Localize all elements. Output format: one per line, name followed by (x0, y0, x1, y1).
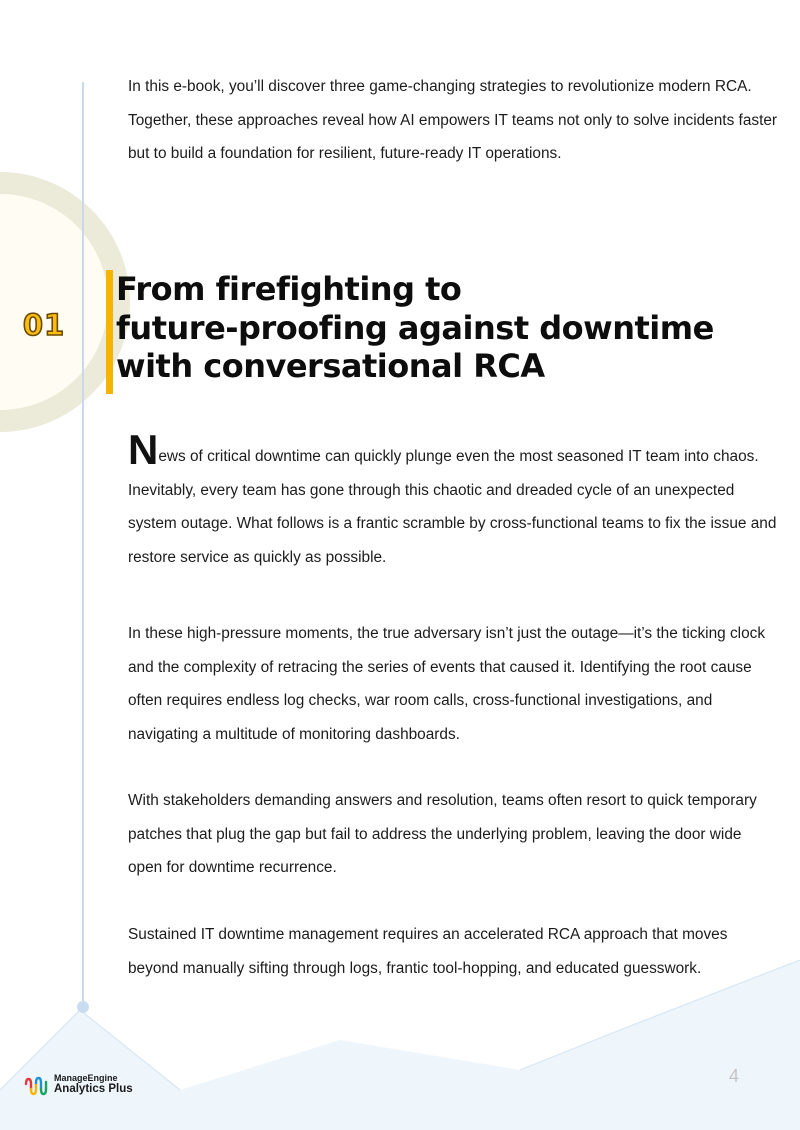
section-title (116, 270, 766, 386)
section-number: 01 (22, 308, 66, 342)
background-wave (0, 960, 800, 1130)
section-title-line-2: future-proofing against downtime (116, 308, 714, 347)
section-accent-bar (106, 270, 113, 394)
stakeholders-paragraph: With stakeholders demanding answers and resolution, teams often resort to quick temporary patches that plug the gap but fail to address the underlying problem, leaving the door wide open for downtime recurrence. (128, 792, 757, 877)
analytics-plus-logo-icon (24, 1076, 50, 1096)
intro-paragraph: In this e-book, you’ll discover three game-changing strategies to revolutionize modern RCA. Together, these approaches reveal how AI empowers IT teams not only to solve incidents faster but to build a foundation for resilient, future-ready IT operations. (128, 78, 778, 163)
drop-cap: N (128, 426, 159, 473)
news-paragraph-text: ews of critical downtime can quickly plunge even the most seasoned IT team into chaos. Inevitably, every team has gone through this chaotic and dreaded cycle of an unexpected system outage. What follows is a frantic scramble by cross-functional teams to fix the issue and restore service as quickly as possible. (128, 448, 777, 566)
logo-product: Analytics Plus (54, 1083, 133, 1095)
manageengine-analytics-plus-logo (24, 1072, 164, 1102)
timeline-dot (77, 1001, 89, 1013)
logo-brand: ManageEngine (54, 1073, 118, 1083)
timeline-line (82, 82, 84, 1004)
section-title-line-3: with conversational RCA (116, 347, 545, 385)
news-paragraph (128, 426, 778, 574)
section-title-line-1: From firefighting to (116, 270, 462, 308)
pressure-paragraph: In these high-pressure moments, the true adversary isn’t just the outage—it’s the ticking clock and the complexity of retracing the series of events that caused it. Identifying the root cause often requires endless log checks, war room calls, cross-functional investigations, and navigating a multitude of monitoring dashboards. (128, 625, 766, 743)
page-number: 4 (728, 1066, 739, 1086)
sustained-paragraph: Sustained IT downtime management requires an accelerated RCA approach that moves beyond manually sifting through logs, frantic tool-hopping, and educated guesswork. (128, 926, 728, 977)
